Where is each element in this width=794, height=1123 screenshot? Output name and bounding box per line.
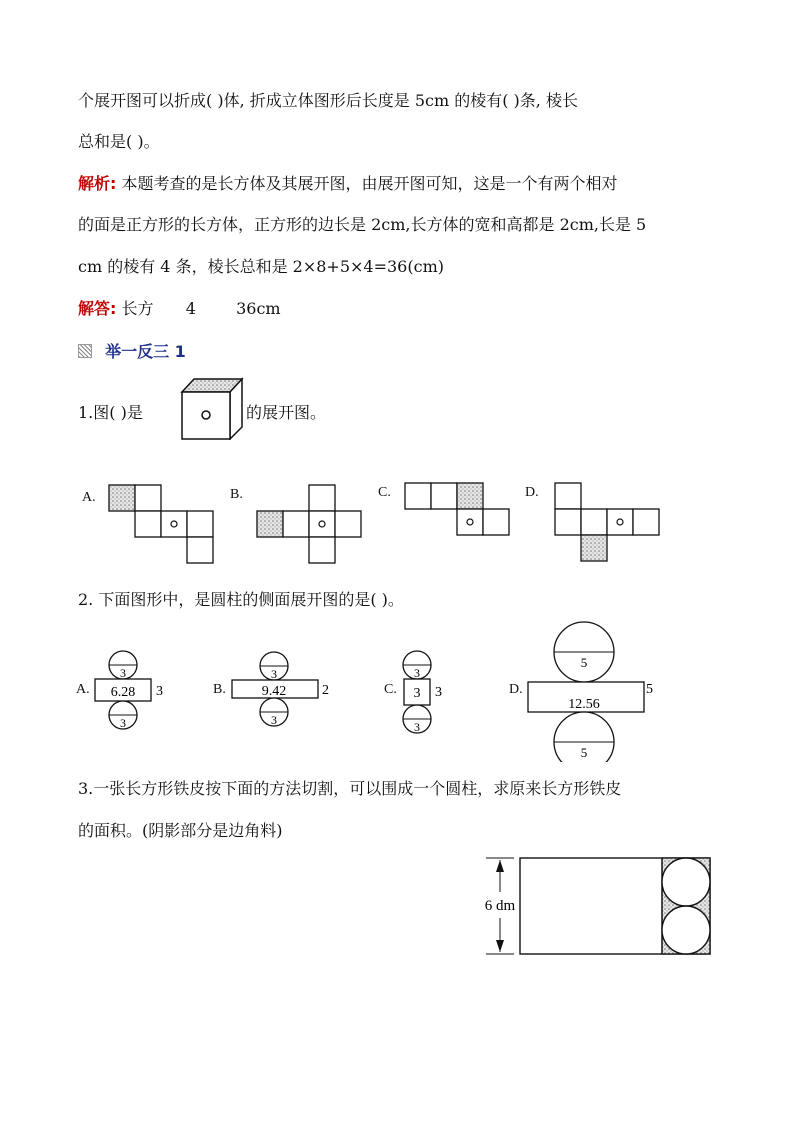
q2-d-circle-top: 5 (580, 655, 588, 670)
q2-a-circle-top: 3 (120, 666, 126, 680)
q2-b-circle-top: 3 (271, 667, 277, 681)
q2-option-d-label[interactable]: D. (509, 682, 523, 697)
intro-line-1: 个展开图可以折成( )体, 折成立体图形后长度是 5cm 的棱有( )条, 棱长 (78, 91, 578, 110)
analysis-text-1: 本题考查的是长方体及其展开图，由展开图可知，这是一个有两个相对 (121, 174, 618, 193)
q2-option-b-label[interactable]: B. (213, 682, 226, 697)
q1-suffix: 的展开图。 (246, 403, 327, 422)
answer-1: 长方 (121, 299, 154, 318)
analysis-line-2: 的面是正方形的长方体，正方形的边长是 2cm,长方体的宽和高都是 2cm,长是 5 (78, 215, 647, 234)
answer-label: 解答: (78, 299, 117, 318)
q2-a-circle-bottom: 3 (120, 716, 126, 730)
q2-option-c-label[interactable]: C. (384, 682, 397, 697)
q2-a-rect-value: 6.28 (110, 685, 136, 700)
q1-option-b-net[interactable] (256, 484, 364, 566)
cube-image (180, 376, 244, 440)
q1-option-d-net[interactable] (554, 482, 662, 566)
answer-3: 36cm (236, 299, 281, 318)
section-title: 举一反三 1 (105, 342, 186, 361)
q2-d-rect-value: 12.56 (568, 697, 600, 712)
q3-line-2: 的面积。(阴影部分是边角料) (78, 821, 283, 840)
q2-b-rect-value: 9.42 (261, 684, 287, 699)
q1-option-c-net[interactable] (404, 482, 512, 540)
q2-option-d-figure[interactable] (524, 618, 662, 762)
q1-option-a-label[interactable]: A. (82, 490, 96, 505)
q2-c-side-value: 3 (435, 685, 442, 700)
q2-b-side-value: 2 (322, 683, 329, 698)
section-pattern-icon (78, 344, 92, 358)
q2-option-c-figure[interactable] (400, 649, 450, 735)
section-heading (78, 339, 186, 362)
q2-b-circle-bottom: 3 (271, 713, 277, 727)
q2-option-a-label[interactable]: A. (76, 682, 90, 697)
answer-line (78, 296, 281, 319)
q1-option-b-label[interactable]: B. (230, 487, 243, 502)
q2-c-rect-value: 3 (413, 686, 421, 701)
q1-option-a-net[interactable] (108, 484, 216, 566)
q1-option-d-label[interactable]: D. (525, 485, 539, 500)
analysis-line-1 (78, 171, 618, 194)
q3-dimension-label: 6 dm (484, 898, 516, 914)
q2-c-circle-bottom: 3 (414, 720, 420, 734)
intro-line-2: 总和是( )。 (78, 132, 160, 151)
q2-option-a-figure[interactable] (92, 650, 172, 732)
q2-text: 2. 下面图形中，是圆柱的侧面展开图的是( )。 (78, 590, 404, 609)
q2-a-side-value: 3 (156, 684, 163, 699)
answer-2: 4 (185, 299, 196, 318)
analysis-label: 解析: (78, 174, 117, 193)
q2-d-side-value: 5 (646, 682, 653, 697)
q1-option-c-label[interactable]: C. (378, 485, 391, 500)
q1-prefix: 1.图( )是 (78, 403, 143, 422)
q3-line-1: 3.一张长方形铁皮按下面的方法切割，可以围成一个圆柱，求原来长方形铁皮 (78, 779, 622, 798)
q2-c-circle-top: 3 (414, 666, 420, 680)
q2-d-circle-bottom: 5 (580, 745, 588, 760)
q3-figure (476, 852, 716, 958)
analysis-line-3: cm 的棱有 4 条，棱长总和是 2×8+5×4=36(cm) (78, 257, 444, 276)
q2-option-b-figure[interactable] (229, 650, 335, 732)
